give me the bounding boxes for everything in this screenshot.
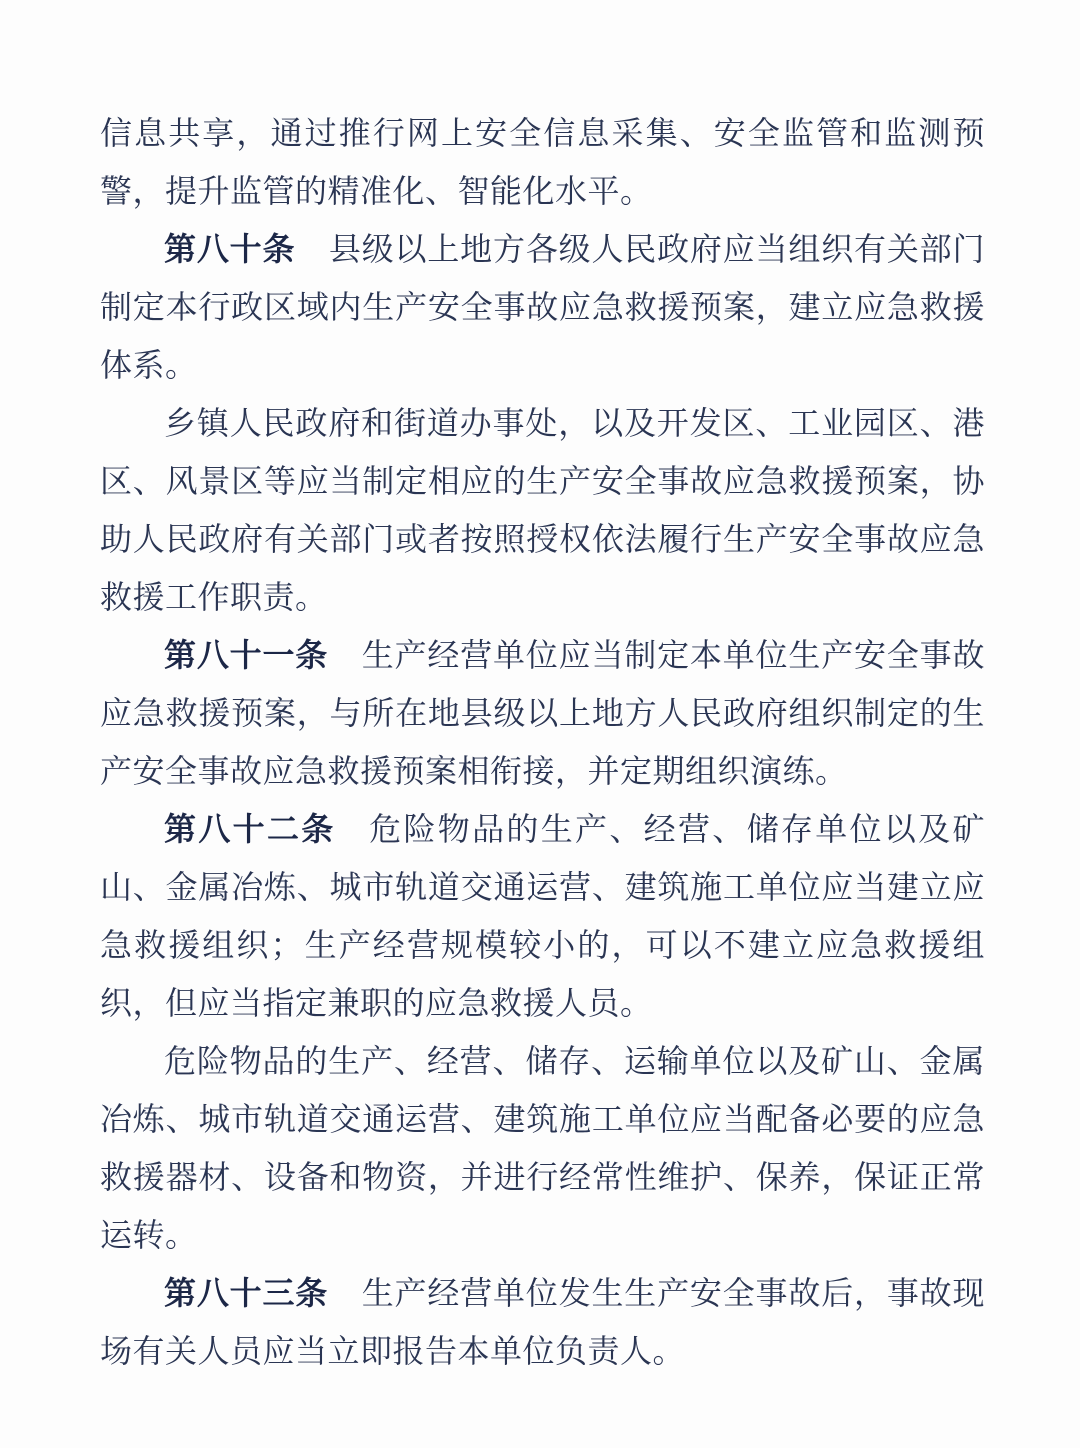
paragraph-text: 信息共享，通过推行网上安全信息采集、安全监管和监测预警，提升监管的精准化、智能化水平。 bbox=[100, 115, 985, 209]
paragraph-continuation bbox=[100, 104, 985, 220]
legal-text-body bbox=[100, 104, 985, 1380]
paragraph-text: 县级以上地方各级人民政府应当组织有关部门制定本行政区域内生产安全事故应急救援预案，建立应急救援体系。 bbox=[100, 231, 985, 383]
paragraph-article-80 bbox=[100, 220, 985, 394]
paragraph-article-80-clause-2 bbox=[100, 394, 985, 626]
paragraph-text: 生产经营单位应当制定本单位生产安全事故应急救援预案，与所在地县级以上地方人民政府组织制定的生产安全事故应急救援预案相衔接，并定期组织演练。 bbox=[100, 637, 985, 789]
paragraph-article-82 bbox=[100, 800, 985, 1032]
paragraph-text: 乡镇人民政府和街道办事处，以及开发区、工业园区、港区、风景区等应当制定相应的生产安全事故应急救援预案，协助人民政府有关部门或者按照授权依法履行生产安全事故应急救援工作职责。 bbox=[100, 405, 985, 615]
paragraph-text: 生产经营单位发生生产安全事故后，事故现场有关人员应当立即报告本单位负责人。 bbox=[100, 1275, 985, 1369]
paragraph-article-83 bbox=[100, 1264, 985, 1380]
paragraph-text: 危险物品的生产、经营、储存、运输单位以及矿山、金属冶炼、城市轨道交通运营、建筑施工单位应当配备必要的应急救援器材、设备和物资，并进行经常性维护、保养，保证正常运转。 bbox=[100, 1043, 985, 1253]
paragraph-text: 危险物品的生产、经营、储存单位以及矿山、金属冶炼、城市轨道交通运营、建筑施工单位应当建立应急救援组织；生产经营规模较小的，可以不建立应急救援组织，但应当指定兼职的应急救援人员。 bbox=[100, 811, 985, 1021]
article-number-label: 第八十一条 bbox=[164, 637, 329, 673]
article-number-label: 第八十三条 bbox=[164, 1275, 329, 1311]
article-number-label: 第八十二条 bbox=[164, 811, 336, 847]
paragraph-article-82-clause-2 bbox=[100, 1032, 985, 1264]
paragraph-article-81 bbox=[100, 626, 985, 800]
article-number-label: 第八十条 bbox=[164, 231, 296, 267]
